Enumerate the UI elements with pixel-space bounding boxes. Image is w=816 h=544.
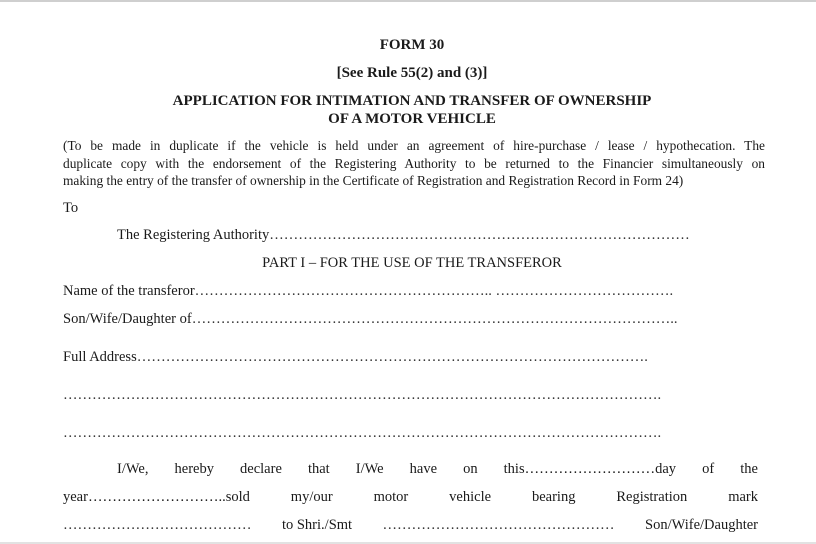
address-continuation-blank-1[interactable]: ……………………………………………………………………………………………………………. [63, 387, 662, 403]
transferor-relation-label: Son/Wife/Daughter of [63, 311, 192, 327]
transferee-relation-label: Son/Wife/Daughter [645, 517, 758, 533]
declaration-word: motor [373, 489, 409, 505]
declaration-word: mark [728, 489, 758, 505]
transferor-address-blank[interactable]: ……………………………………………………………………………………………. [136, 349, 648, 365]
part1-title: PART I – FOR THE USE OF THE TRANSFEROR [262, 255, 562, 271]
transferor-name-blank[interactable]: …………………………………………………….. ………………………………. [194, 283, 674, 299]
declaration-word: have [409, 461, 438, 477]
transferor-relation-field[interactable] [63, 311, 677, 328]
declaration-word: hereby [174, 461, 214, 477]
transferor-name-field[interactable] [63, 283, 673, 300]
form-title-line1: APPLICATION FOR INTIMATION AND TRANSFER OF OWNERSHIP [172, 93, 652, 109]
declaration-word: I/We, [117, 461, 149, 477]
address-continuation-blank-2[interactable]: ……………………………………………………………………………………………………………. [63, 425, 662, 441]
declaration-word: of [702, 461, 715, 477]
form-number-heading: FORM 30 [379, 37, 445, 53]
declaration-word: vehicle [449, 489, 492, 505]
declaration-word: bearing [531, 489, 576, 505]
registering-authority-blank[interactable]: …………………………………………………………………………… [269, 227, 690, 243]
instruction-note-line3: making the entry of the transfer of ownership in the Certificate of Registration and Registration Record in Form 24) [63, 173, 684, 188]
declaration-word: on [463, 461, 478, 477]
declaration-line-3 [63, 517, 758, 534]
declaration-word: I/We [355, 461, 384, 477]
transferor-address-label: Full Address [63, 349, 137, 365]
declaration-line-2 [63, 489, 758, 506]
registering-authority-label: The Registering Authority [117, 227, 270, 243]
registration-mark-blank[interactable]: ………………………………… [63, 517, 252, 533]
declaration-word: Registration [616, 489, 688, 505]
declaration-word: the [740, 461, 758, 477]
transferor-address-field[interactable] [63, 349, 648, 366]
declaration-word: my/our [290, 489, 333, 505]
transferee-name-blank[interactable]: ………………………………………… [382, 517, 615, 533]
declaration-word: that [307, 461, 330, 477]
declaration-line-1 [63, 461, 758, 478]
rule-reference-heading: [See Rule 55(2) and (3)] [336, 65, 488, 81]
registering-authority-field[interactable] [117, 227, 690, 244]
instruction-note [63, 137, 765, 190]
transferor-relation-blank[interactable]: ……………………………………………………………………………………….. [191, 311, 678, 327]
form-title-line2: OF A MOTOR VEHICLE [328, 111, 496, 127]
instruction-note-line1: (To be made in duplicate if the vehicle is held under an agreement of hire-purchase / lease / hypothecation. The [63, 138, 765, 153]
to-shri-smt-label: to Shri./Smt [281, 517, 353, 533]
transferor-name-label: Name of the transferor [63, 283, 195, 299]
declaration-word: declare [240, 461, 282, 477]
to-label: To [63, 200, 79, 216]
instruction-note-line2: duplicate copy with the endorsement of the Registering Authority to be returned to the Financier simultaneously on [63, 155, 765, 171]
sale-year-field[interactable]: year………………………..sold [63, 489, 250, 505]
sale-day-field[interactable]: this………………………day [503, 461, 677, 477]
